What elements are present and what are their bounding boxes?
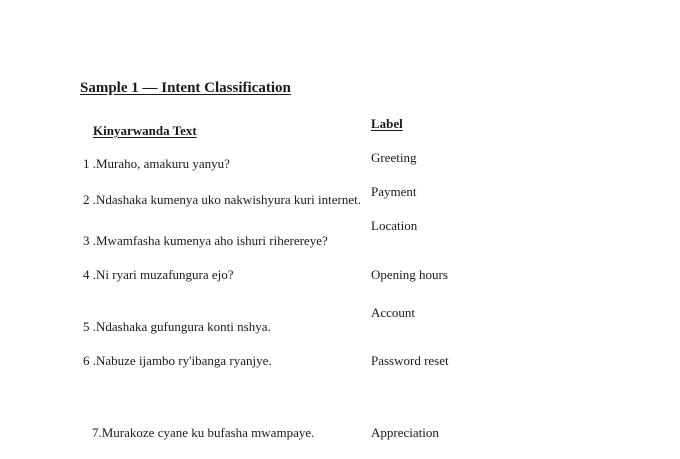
row-7-text: 7.Murakoze cyane ku bufasha mwampaye. <box>92 425 315 440</box>
row-3-text: 3 .Mwamfasha kumenya aho ishuri riherereye? <box>83 233 328 248</box>
column-header-label: Label <box>371 116 403 131</box>
row-4-text: 4 .Ni ryari muzafungura ejo? <box>83 267 234 282</box>
row-2-label: Payment <box>371 184 417 199</box>
row-4-label: Opening hours <box>371 267 448 282</box>
row-6-label: Password reset <box>371 353 449 368</box>
column-header-text: Kinyarwanda Text <box>93 123 197 138</box>
row-3-label: Location <box>371 218 418 233</box>
row-1-text: 1 .Muraho, amakuru yanyu? <box>83 156 230 171</box>
document-title: Sample 1 — Intent Classification <box>80 80 291 96</box>
row-2-text: 2 .Ndashaka kumenya uko nakwishyura kuri internet. <box>83 192 361 207</box>
row-1-label: Greeting <box>371 150 417 165</box>
row-7-label: Appreciation <box>371 425 439 440</box>
row-6-text: 6 .Nabuze ijambo ry'ibanga ryanjye. <box>83 353 272 368</box>
row-5-text: 5 .Ndashaka gufungura konti nshya. <box>83 319 271 334</box>
row-5-label: Account <box>371 305 416 320</box>
